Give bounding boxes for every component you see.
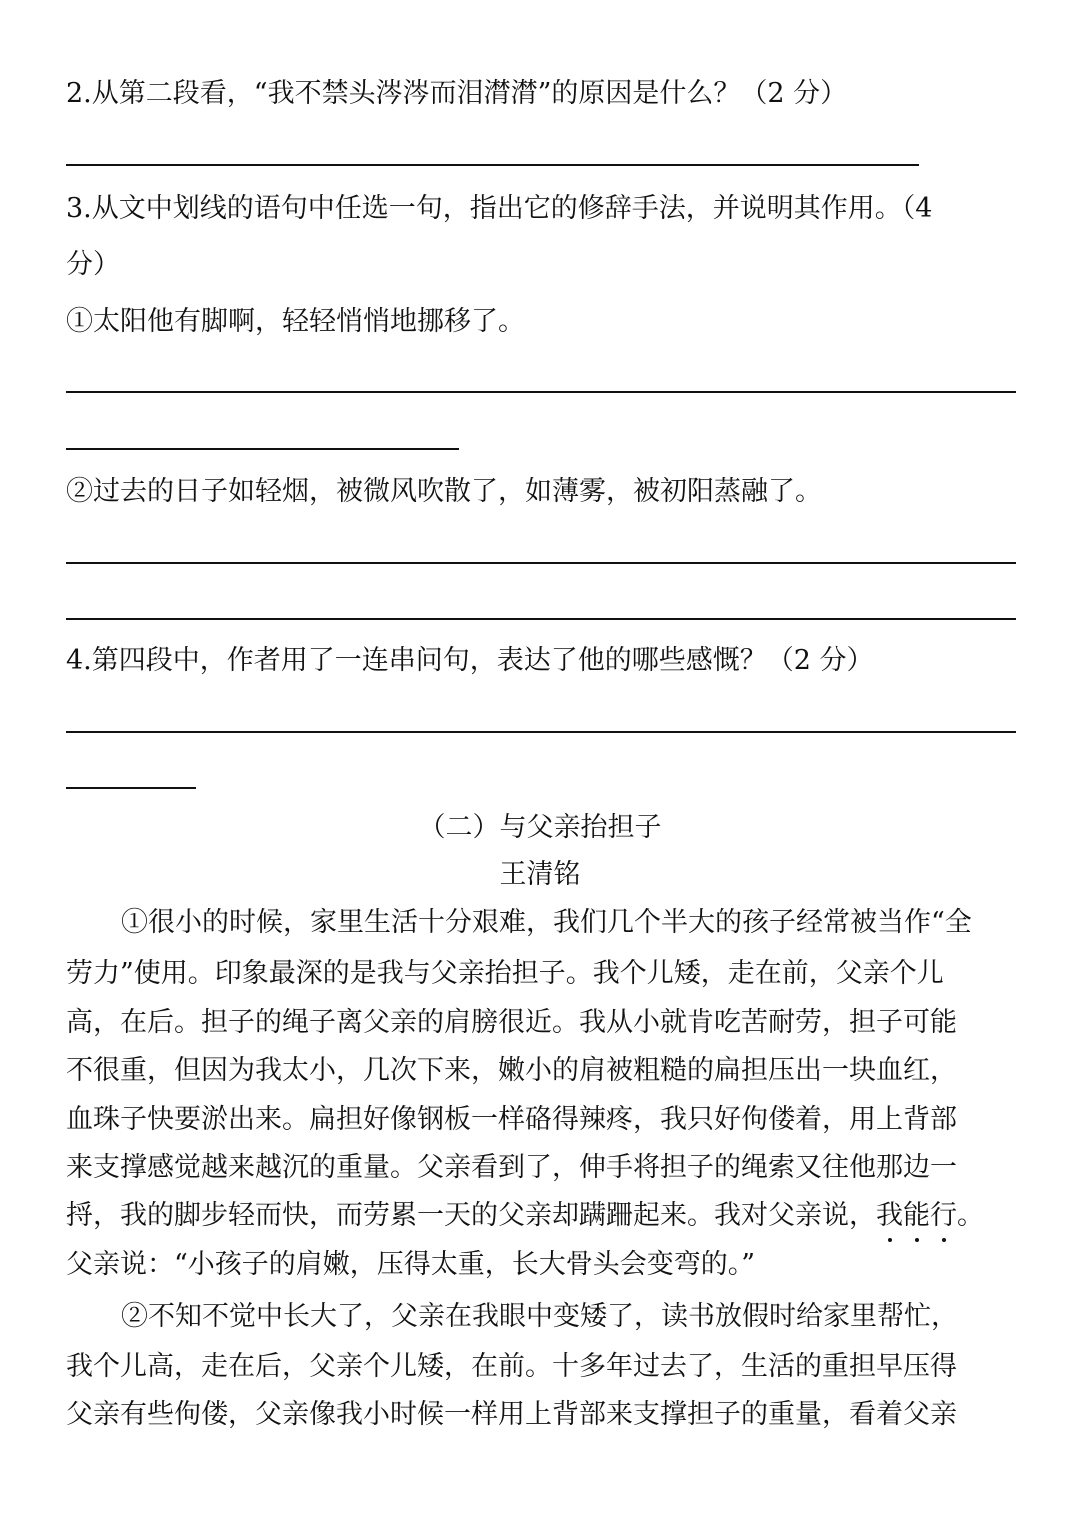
passage-line: 不很重，但因为我太小，几次下来，嫩小的肩被粗糙的扁担压出一块血红， [66, 1055, 957, 1086]
passage-line: 劳力”使用。印象最深的是我与父亲抬担子。我个儿矮，走在前，父亲个儿 [66, 958, 944, 989]
passage-line: 父亲说：“小孩子的肩嫩，压得太重，长大骨头会变弯的。” [66, 1249, 756, 1280]
emphasis-dot-char: 行 [930, 1196, 957, 1236]
answer-line [66, 562, 1016, 564]
emphasized-text [876, 1200, 957, 1231]
question-3-item-2: ②过去的日子如轻烟，被微风吹散了，如薄雾，被初阳蒸融了。 [66, 476, 822, 507]
passage-line: 父亲有些佝偻，父亲像我小时候一样用上背部来支撑担子的重量，看着父亲 [66, 1399, 957, 1430]
question-2: 2.从第二段看，“我不禁头涔涔而泪潸潸”的原因是什么？（2 分） [66, 78, 848, 109]
answer-line [66, 731, 1016, 733]
passage-line: 来支撑感觉越来越沉的重量。父亲看到了，伸手将担子的绳索又往他那边一 [66, 1152, 957, 1183]
emphasis-dot-char: 能 [903, 1196, 930, 1236]
answer-line [66, 448, 459, 450]
passage-line: 高，在后。担子的绳子离父亲的肩膀很近。我从小就肯吃苦耐劳，担子可能 [66, 1007, 957, 1038]
question-3-item-1: ①太阳他有脚啊，轻轻悄悄地挪移了。 [66, 306, 525, 337]
passage-line: 我个儿高，走在后，父亲个儿矮，在前。十多年过去了，生活的重担早压得 [66, 1351, 957, 1382]
passage-line [66, 1196, 984, 1236]
passage-text: 捋，我的脚步轻而快，而劳累一天的父亲却蹒跚起来。我对父亲说， [66, 1200, 876, 1231]
passage-text: 。 [957, 1200, 984, 1231]
passage-line: ①很小的时候，家里生活十分艰难，我们几个半大的孩子经常被当作“全 [121, 907, 972, 938]
passage-title: （二）与父亲抬担子 [418, 812, 662, 843]
emphasis-dot-char: 我 [876, 1196, 903, 1236]
passage-author: 王清铭 [499, 859, 581, 890]
question-3-line-2: 分） [66, 249, 120, 280]
passage-line: ②不知不觉中长大了，父亲在我眼中变矮了，读书放假时给家里帮忙， [121, 1301, 958, 1332]
question-4: 4.第四段中，作者用了一连串问句，表达了他的哪些感慨？（2 分） [66, 645, 874, 676]
answer-line [66, 164, 919, 166]
answer-line [66, 391, 1016, 393]
question-3-line-1: 3.从文中划线的语句中任选一句，指出它的修辞手法，并说明其作用。（4 [66, 193, 933, 224]
answer-line [66, 787, 196, 789]
answer-line [66, 618, 1016, 620]
passage-line: 血珠子快要淤出来。扁担好像钢板一样硌得辣疼，我只好佝偻着，用上背部 [66, 1104, 957, 1135]
